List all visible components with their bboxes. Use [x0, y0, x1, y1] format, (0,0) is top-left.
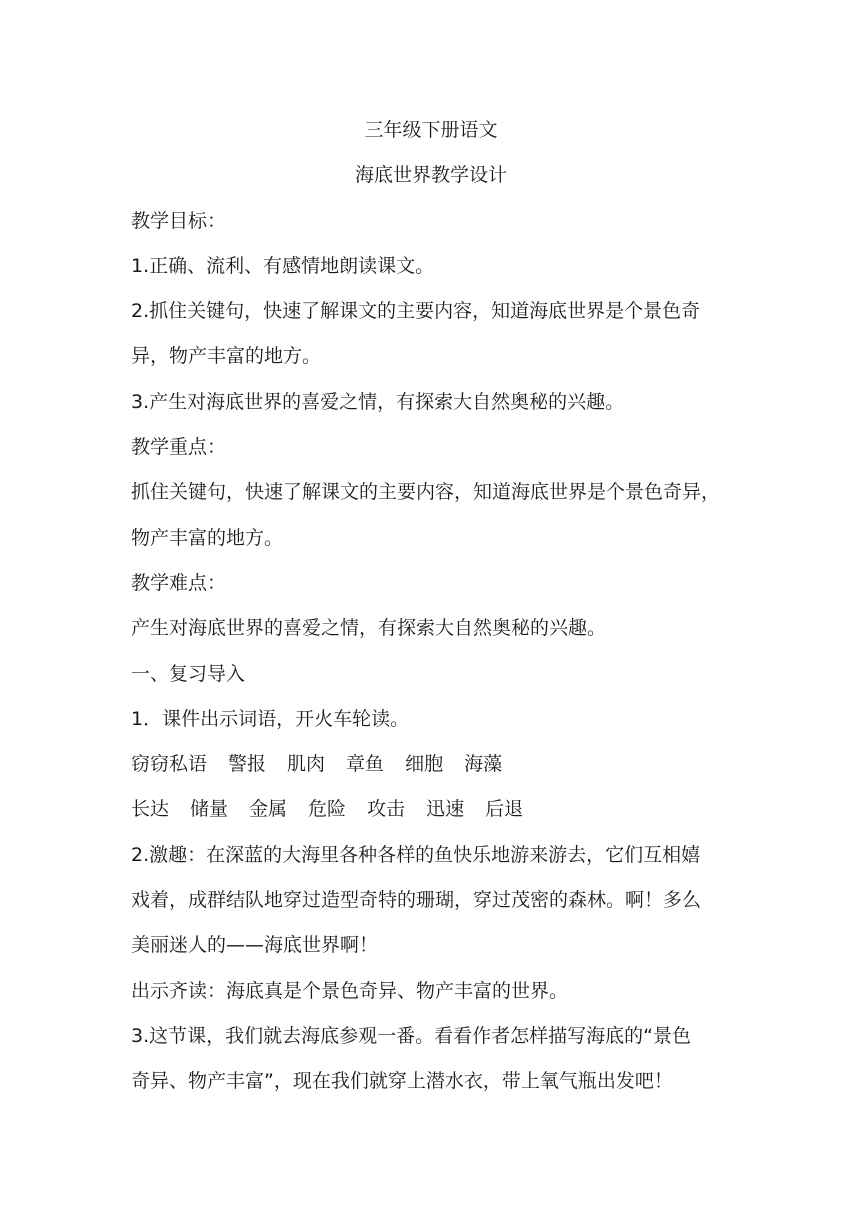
vocab-word: 章鱼: [346, 753, 385, 776]
vocab-word: 海藻: [464, 753, 503, 776]
vocab-word: 储量: [190, 798, 229, 821]
goal-item-1: 1.正确、流利、有感情地朗读课文。: [131, 254, 435, 277]
vocab-word: 金属: [249, 798, 288, 821]
vocab-word: 细胞: [405, 753, 444, 776]
vocab-word: 肌肉: [287, 753, 326, 776]
step-3-line-2: 奇异、物产丰富”，现在我们就穿上潜水衣，带上氧气瓶出发吧！: [131, 1070, 673, 1093]
key-point-line-2: 物产丰富的地方。: [131, 526, 284, 549]
vocabulary-row-2: [131, 787, 731, 832]
vocab-word: 警报: [228, 753, 267, 776]
section-1-heading: 一、复习导入: [131, 662, 246, 685]
vocab-word: 攻击: [367, 798, 406, 821]
goal-item-3: 3.产生对海底世界的喜爱之情，有探索大自然奥秘的兴趣。: [131, 390, 625, 413]
difficulty-heading: 教学难点：: [131, 571, 227, 594]
vocab-word: 迅速: [426, 798, 465, 821]
vocab-word: 窃窃私语: [131, 753, 208, 776]
vocabulary-row-1: [131, 742, 731, 787]
document-subtitle: 海底世界教学设计: [354, 164, 507, 187]
goal-item-2-line-1: 2.抓住关键句，快速了解课文的主要内容，知道海底世界是个景色奇: [131, 300, 701, 323]
read-aloud-text: 出示齐读：海底真是个景色奇异、物产丰富的世界。: [131, 979, 569, 1002]
step-2-line-3: 美丽迷人的——海底世界啊！: [131, 934, 379, 957]
difficulty-line-1: 产生对海底世界的喜爱之情，有探索大自然奥秘的兴趣。: [131, 617, 607, 640]
key-point-heading: 教学重点：: [131, 436, 227, 459]
step-2-line-2: 戏着，成群结队地穿过造型奇特的珊瑚，穿过茂密的森林。啊！多么: [131, 889, 702, 912]
goals-heading: 教学目标：: [131, 209, 227, 232]
document-page: [131, 108, 731, 1105]
key-point-line-1: 抓住关键句，快速了解课文的主要内容，知道海底世界是个景色奇异，: [131, 481, 721, 504]
vocab-word: 长达: [131, 798, 170, 821]
step-2-line-1: 2.激趣：在深蓝的大海里各种各样的鱼快乐地游来游去，它们互相嬉: [131, 843, 701, 866]
goal-item-2-line-2: 异，物产丰富的地方。: [131, 345, 322, 368]
step-1-text: 1．课件出示词语，开火车轮读。: [131, 707, 410, 730]
step-3-line-1: 3.这节课，我们就去海底参观一番。看看作者怎样描写海底的“景色: [131, 1024, 691, 1047]
document-title: 三年级下册语文: [364, 119, 498, 141]
vocab-word: 危险: [308, 798, 347, 821]
vocab-word: 后退: [485, 798, 524, 821]
